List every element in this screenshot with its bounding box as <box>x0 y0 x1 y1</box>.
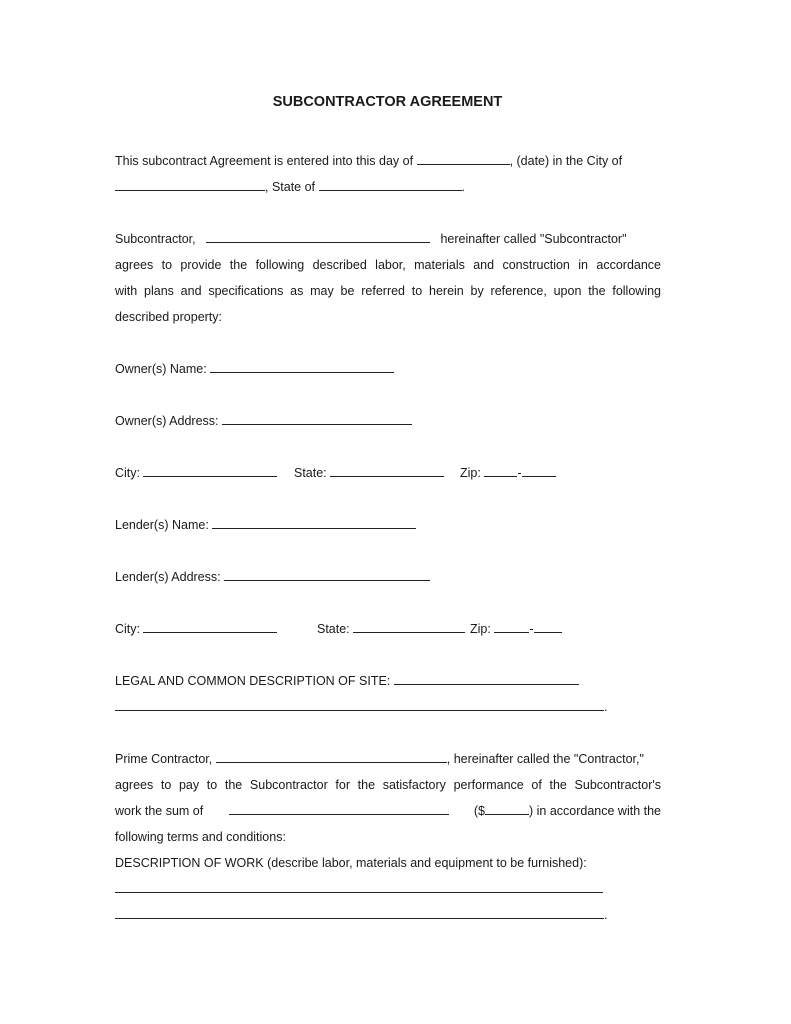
prime-contractor-blank[interactable] <box>216 750 447 763</box>
owner-state-blank[interactable] <box>330 464 444 477</box>
lender-zip-blank-1[interactable] <box>494 620 529 633</box>
lender-zip-separator: - <box>529 622 534 636</box>
intro-text-b: , (date) in the City of <box>509 154 623 168</box>
lender-city-field <box>115 620 277 638</box>
lender-city-label: City: <box>115 622 140 636</box>
owner-city-field <box>115 464 277 482</box>
owner-zip-label: Zip: <box>460 466 481 480</box>
site-description-row-2 <box>115 698 607 716</box>
lender-address-label: Lender(s) Address: <box>115 570 221 584</box>
lender-zip-field <box>470 620 562 638</box>
intro-text-c: , State of <box>265 180 316 194</box>
intro-period: . <box>461 180 465 194</box>
lender-zip-blank-2[interactable] <box>534 620 562 633</box>
city-blank[interactable] <box>115 178 265 191</box>
site-description-label: LEGAL AND COMMON DESCRIPTION OF SITE: <box>115 674 391 688</box>
work-description-label: DESCRIPTION OF WORK (describe labor, materials and equipment to be furnished): <box>115 856 587 870</box>
lender-state-blank[interactable] <box>353 620 465 633</box>
owner-name-row <box>115 360 394 378</box>
sum-amount-blank[interactable] <box>485 802 529 815</box>
work-description-blank-1[interactable] <box>115 880 603 893</box>
subcontractor-name-blank[interactable] <box>206 230 430 243</box>
lender-city-blank[interactable] <box>143 620 277 633</box>
work-description-row-2 <box>115 906 607 924</box>
lender-address-blank[interactable] <box>224 568 430 581</box>
site-description-row <box>115 672 579 690</box>
owner-city-label: City: <box>115 466 140 480</box>
date-blank[interactable] <box>417 152 510 165</box>
intro-text-a: This subcontract Agreement is entered into this day of <box>115 154 414 168</box>
work-description-row-1 <box>115 880 603 898</box>
sum-dollar-open: ($ <box>473 804 485 818</box>
owner-state-label: State: <box>294 466 327 480</box>
subcontractor-line-2: agrees to provide the following described labor, materials and construction in accordance <box>115 258 661 272</box>
prime-line-4: following terms and conditions: <box>115 830 286 844</box>
owner-city-blank[interactable] <box>143 464 277 477</box>
sum-label: work the sum of <box>115 804 204 818</box>
site-description-blank-1[interactable] <box>394 672 579 685</box>
owner-zip-blank-2[interactable] <box>522 464 556 477</box>
subcontractor-after-text: hereinafter called "Subcontractor" <box>440 232 627 246</box>
subcontractor-line-4: described property: <box>115 310 223 324</box>
intro-line-1 <box>115 152 661 170</box>
lender-state-label: State: <box>317 622 350 636</box>
sum-words-blank[interactable] <box>229 802 449 815</box>
prime-line-2: agrees to pay to the Subcontractor for the satisfactory performance of the Subcontractor's <box>115 778 661 792</box>
owner-name-blank[interactable] <box>210 360 394 373</box>
intro-line-2 <box>115 178 661 196</box>
work-description-blank-2[interactable] <box>115 906 604 919</box>
site-description-period: . <box>604 700 608 714</box>
owner-name-label: Owner(s) Name: <box>115 362 207 376</box>
document-title: SUBCONTRACTOR AGREEMENT <box>272 94 503 110</box>
owner-zip-blank-1[interactable] <box>484 464 517 477</box>
owner-zip-separator: - <box>517 466 522 480</box>
subcontractor-line-3: with plans and specifications as may be referred to herein by reference, upon the following <box>115 284 661 298</box>
lender-name-row <box>115 516 416 534</box>
owner-address-row <box>115 412 412 430</box>
subcontractor-label: Subcontractor, <box>115 232 196 246</box>
owner-zip-field <box>460 464 556 482</box>
prime-contractor-label: Prime Contractor, <box>115 752 213 766</box>
lender-name-blank[interactable] <box>212 516 416 529</box>
owner-address-blank[interactable] <box>222 412 412 425</box>
lender-name-label: Lender(s) Name: <box>115 518 209 532</box>
lender-address-row <box>115 568 430 586</box>
state-blank[interactable] <box>319 178 462 191</box>
prime-line-3 <box>115 802 661 820</box>
work-description-period: . <box>604 908 608 922</box>
owner-state-field <box>294 464 444 482</box>
site-description-blank-2[interactable] <box>115 698 604 711</box>
prime-contractor-after-text: , hereinafter called the "Contractor," <box>446 752 644 766</box>
sum-after-text: ) in accordance with the <box>528 804 661 818</box>
sum-amount-group <box>474 802 661 820</box>
subcontractor-line-1 <box>115 230 661 248</box>
prime-line-1 <box>115 750 661 768</box>
owner-address-label: Owner(s) Address: <box>115 414 219 428</box>
lender-state-field <box>317 620 465 638</box>
lender-zip-label: Zip: <box>470 622 491 636</box>
